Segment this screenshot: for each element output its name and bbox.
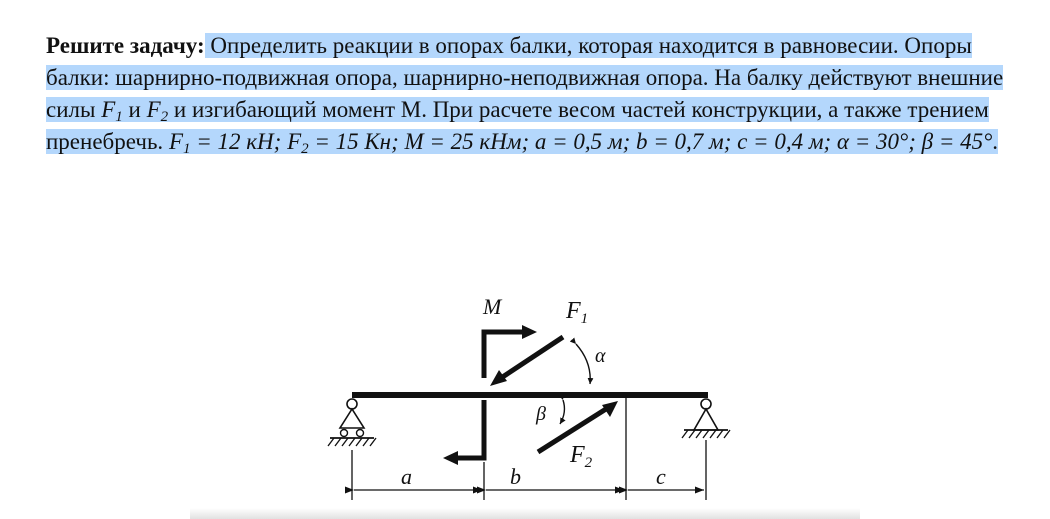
angle-beta <box>535 400 564 425</box>
and-word: и <box>122 97 147 122</box>
problem-lead: Решите задачу: <box>46 33 205 58</box>
force-f1 <box>490 298 588 386</box>
angle-alpha <box>576 344 606 384</box>
dimension-a <box>354 464 482 490</box>
dim-a-label: a <box>401 464 412 489</box>
moment-label: M <box>483 294 502 319</box>
dim-c-label: c <box>656 464 666 489</box>
alpha-label: α <box>595 345 606 367</box>
beta-label: β <box>536 403 546 425</box>
right-support <box>682 399 730 438</box>
f2-symbol: $F_2$ <box>146 97 169 125</box>
f2-label: $F_2$ <box>570 442 593 471</box>
f1-symbol: $F_1$ <box>101 97 123 125</box>
statement-text: Определить реакции в опорах балки, которая находится в равновесии. Опоры балки: шарнирно-подвижная опора, шарнирно-неподвижная опора. На балку действуют внешние силы <box>46 33 1004 122</box>
given-values: $F_1 = 12$ кН; $F_2 = 15$ Кн; M = 25 кНм; a = 0,5 м; b = 0,7 м; c = 0,4 м; α = 30°; β = 45° <box>168 129 993 157</box>
f1-label: $F_1$ <box>566 298 589 327</box>
final-period: . <box>992 129 999 154</box>
dimension-c <box>628 464 704 490</box>
left-support <box>328 399 376 446</box>
force-f2 <box>538 401 618 471</box>
bottom-shadow <box>190 508 860 519</box>
continuation-text: и изгибающий момент М. При расчете весом частей конструкции, а также трением пренебречь. <box>46 97 989 154</box>
dim-b-label: b <box>510 464 521 489</box>
moment-symbol <box>443 294 537 465</box>
dimension-b <box>486 464 624 490</box>
